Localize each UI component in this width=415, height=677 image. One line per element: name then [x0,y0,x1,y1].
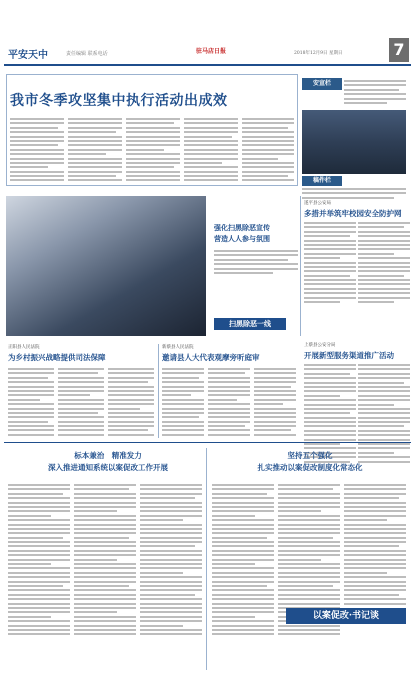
bottom-divider [206,448,207,670]
page-number: 7 [389,38,409,62]
story1-kicker: 遂平县公安局 [304,201,331,206]
bottom-left-headline-2: 深入推进通知系统以案促改工作开展 [48,463,168,472]
story2-headline: 开展新型服务渠道推广活动 [304,351,394,360]
sidebar-label-top: 安宣栏 [302,78,342,90]
story1-column-2 [358,222,410,305]
bottom-banner: 以案促改·书记谈 [286,608,406,624]
feature-tag: 扫黑除恶一线 [214,318,286,330]
sidebar-label-bottom: 稿件栏 [302,176,342,186]
bottom-rule [4,442,411,443]
mid-left-col-1 [8,368,54,438]
masthead-subtitle: 责任编辑 联系电话 [66,51,108,57]
bottom-left-headline-1: 标本兼治 精准发力 [74,451,142,460]
lead-column-3 [126,118,180,184]
mid-right-kicker: 新蔡县人民法院 [162,345,194,350]
issue-date: 2018年12月9日 星期日 [294,51,343,56]
police-photo [302,110,406,174]
story1-column-1 [304,222,356,305]
mid-left-col-2 [58,368,104,438]
mid-left-kicker: 正阳县人民法院 [8,345,40,350]
paper-logo: 驻马店日报 [196,48,227,55]
lead-column-1 [10,118,64,184]
lead-headline: 我市冬季攻坚集中执行活动出成效 [10,93,228,109]
story1-headline: 多措并举筑牢校园安全防护网 [304,209,402,218]
feature-photo [6,196,206,336]
mid-right-col-2 [208,368,250,438]
section-title: 平安天中 [8,50,48,61]
feature-text [214,250,298,276]
mid-left-col-3 [108,368,154,438]
story2-kicker: 上蔡县公安分局 [304,343,336,348]
bottom-left-col-1 [8,484,70,638]
mid-right-col-3 [254,368,296,438]
bottom-right-col-1 [212,484,274,638]
mid-right-headline: 邀请县人大代表观摩旁听庭审 [162,353,260,362]
bottom-right-headline-2: 扎实推动以案促改制度化常态化 [257,463,363,472]
feature-headline: 强化扫黑除恶宣传 营造人人参与氛围 [214,223,270,243]
bottom-left-col-2 [74,484,136,638]
lead-column-2 [68,118,122,184]
masthead [4,40,411,66]
lead-column-5 [242,118,294,184]
column-divider [300,196,301,336]
mid-right-col-1 [162,368,204,438]
sidebar-text [344,80,406,106]
mid-divider [158,344,159,438]
bottom-right-headline-1: 坚持五个强化 [287,451,333,460]
bottom-right-col-3 [344,484,406,607]
bottom-left-col-3 [140,484,202,638]
lead-column-4 [184,118,238,184]
mid-left-headline: 为乡村振兴战略提供司法保障 [8,353,106,362]
